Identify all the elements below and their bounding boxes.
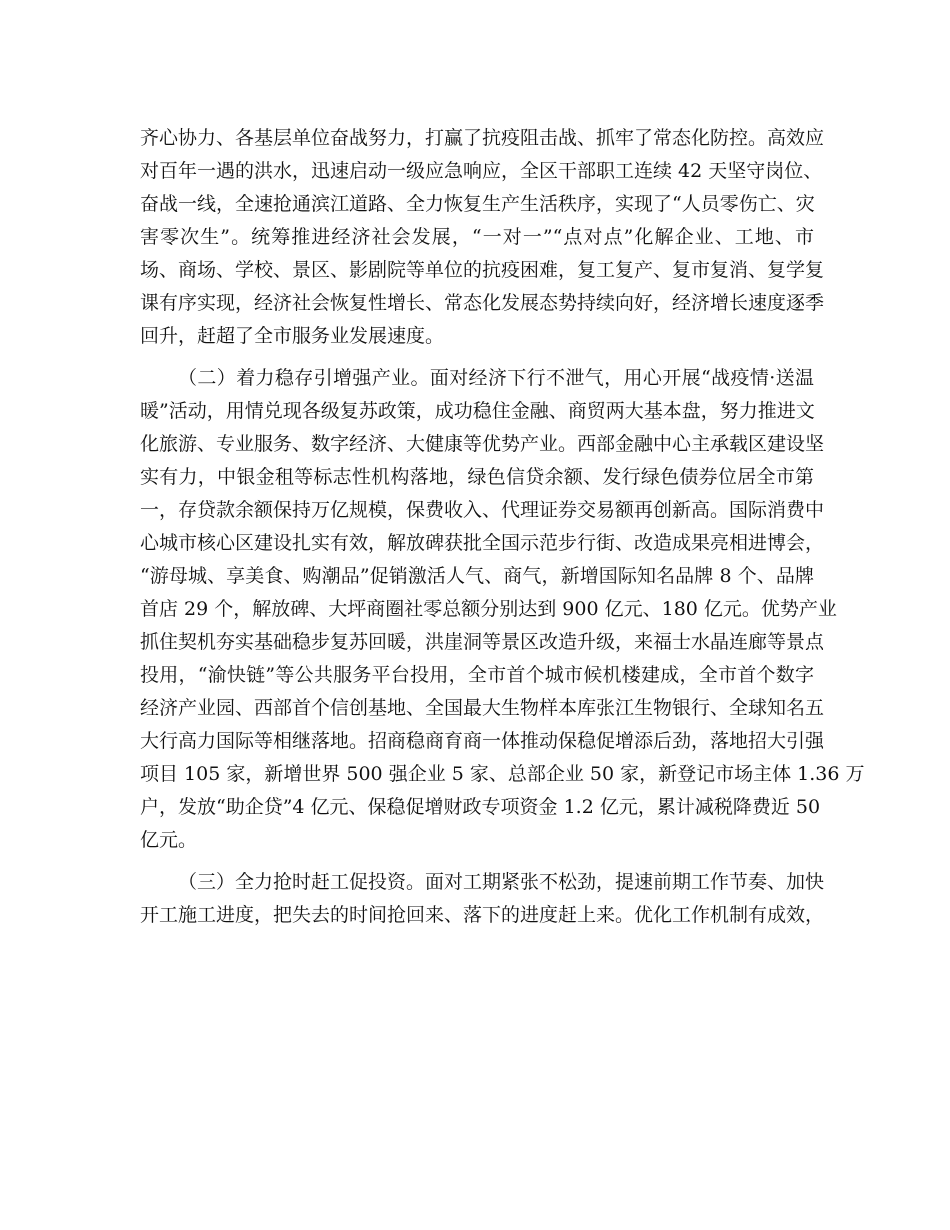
text-line: （三）全力抢时赶工促投资。面对工期紧张不松劲，提速前期工作节奏、加快	[178, 871, 825, 893]
text-line: 首店 29 个，解放碑、大坪商圈社零总额分别达到 900 亿元、180 亿元。优势产业	[140, 598, 837, 620]
text-line: 化旅游、专业服务、数字经济、大健康等优势产业。西部金融中心主承载区建设坚	[140, 433, 825, 455]
text-line: 抓住契机夯实基础稳步复苏回暖，洪崖洞等景区改造升级，来福士水晶连廊等景点	[140, 631, 825, 653]
text-line: 一，存贷款余额保持万亿规模，保费收入、代理证券交易额再创新高。国际消费中	[140, 499, 825, 521]
text-line: 项目 105 家，新增世界 500 强企业 5 家、总部企业 50 家，新登记市场主体 1.36 万	[140, 763, 865, 785]
text-line: 实有力，中银金租等标志性机构落地，绿色信贷余额、发行绿色债券位居全市第	[140, 466, 814, 488]
text-line: 场、商场、学校、景区、影剧院等单位的抗疫困难，复工复产、复市复消、复学复	[140, 259, 825, 281]
paragraph-2	[140, 362, 865, 857]
text-line: 奋战一线，全速抢通滨江道路、全力恢复生产生活秩序，实现了“人员零伤亡、灾	[140, 193, 815, 215]
text-line: 户，发放“助企贷”4 亿元、保稳促增财政专项资金 1.2 亿元，累计减税降费近 50	[140, 796, 821, 818]
text-line: “游母城、享美食、购潮品”促销激活人气、商气，新增国际知名品牌 8 个、品牌	[140, 565, 814, 587]
text-line: 害零次生”。统筹推进经济社会发展，“一对一”“点对点”化解企业、工地、市	[140, 226, 814, 248]
paragraph-3	[140, 866, 825, 932]
text-line: 开工施工进度，把失去的时间抢回来、落下的进度赶上来。优化工作机制有成效，	[140, 904, 825, 926]
text-line: 投用，“渝快链”等公共服务平台投用，全市首个城市候机楼建成，全市首个数字	[140, 664, 814, 686]
document-body	[140, 122, 865, 932]
text-line: 大行高力国际等相继落地。招商稳商育商一体推动保稳促增添后劲，落地招大引强	[140, 730, 825, 752]
text-line: 课有序实现，经济社会恢复性增长、常态化发展态势持续向好，经济增长速度逐季	[140, 292, 825, 314]
text-line: 亿元。	[140, 829, 198, 851]
text-line: 经济产业园、西部首个信创基地、全国最大生物样本库张江生物银行、全球知名五	[140, 697, 825, 719]
paragraph-1	[140, 122, 825, 353]
text-line: 齐心协力、各基层单位奋战努力，打赢了抗疫阻击战、抓牢了常态化防控。高效应	[140, 127, 825, 149]
text-line: （二）着力稳存引增强产业。面对经济下行不泄气，用心开展“战疫情·送温	[178, 367, 814, 389]
text-line: 对百年一遇的洪水，迅速启动一级应急响应，全区干部职工连续 42 天坚守岗位、	[140, 160, 823, 182]
text-line: 心城市核心区建设扎实有效，解放碑获批全国示范步行街、改造成果亮相进博会，	[140, 532, 825, 554]
text-line: 回升，赶超了全市服务业发展速度。	[140, 325, 445, 347]
text-line: 暖”活动，用情兑现各级复苏政策，成功稳住金融、商贸两大基本盘，努力推进文	[140, 400, 815, 422]
